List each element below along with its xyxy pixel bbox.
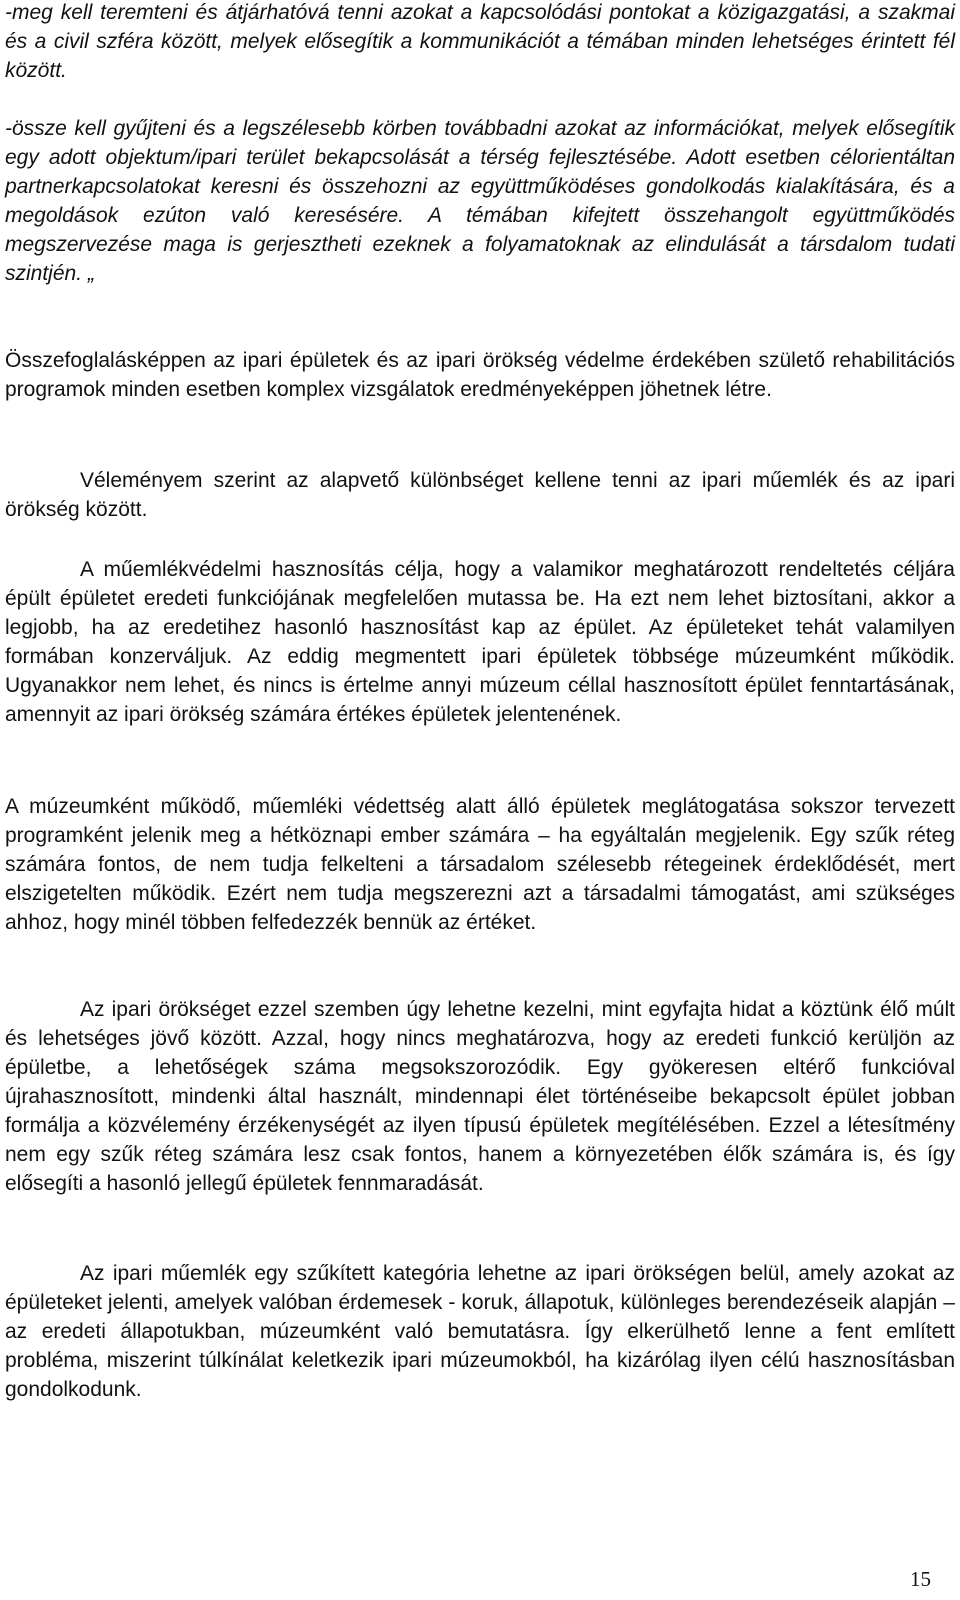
page-number: 15 (910, 1567, 931, 1591)
industrial-monument-paragraph: Az ipari műemlék egy szűkített kategória lehetne az ipari örökségen belül, amely azokat az épületeket jelenti, amelyek valóban érdemesek - koruk, állapotuk, különleges berendezéseik alapján – az eredeti állapotukban, múzeumként való bemutatásra. Így elkerülhető lenne a fent említett probléma, miszerint túlkínálat keletkezik ipari múzeumokból, ha kizárólag ilyen célú hasznosításban gondolkodunk. (5, 1262, 955, 1401)
industrial-heritage-paragraph: Az ipari örökséget ezzel szemben úgy lehetne kezelni, mint egyfajta hidat a köztünk élő múlt és lehetséges jövő között. Azzal, hogy nincs meghatározva, hogy az eredeti funkció kerüljön az épületbe, a lehetőségek száma megsokszorozódik. Egy gyökeresen eltérő funkcióval újrahasznosított, mindenki által használt, mindennapi élet történéseibe bekapcsolt épület jobban formálja a közvélemény érzékenységét az ilyen típusú épületek megítélésében. Ezzel a létesítmény nem egy szűk réteg számára lesz csak fontos, hanem a környezetében élők számára is, és így elősegíti a hasonló jellegű épületek fennmaradását. (5, 998, 955, 1195)
museum-visit-paragraph: A múzeumként működő, műemléki védettség alatt álló épületek meglátogatása sokszor tervezett programként jelenik meg a hétköznapi ember számára – ha egyáltalán megjelenik. Egy szűk réteg számára fontos, de nem tudja felkelteni a társadalom szélesebb rétegeinek érdeklődését, mert elszigetelten működik. Ezért nem tudja megszerezni azt a társadalmi támogatást, ami szükséges ahhoz, hogy minél többen felfedezzék bennük az értéket. (5, 795, 955, 934)
monument-purpose-paragraph: A műemlékvédelmi hasznosítás célja, hogy a valamikor meghatározott rendeltetés céljára épült épületet eredeti funkciójának megfelelően mutassa be. Ha ezt nem lehet biztosítani, akkor a legjobb, ha az eredetihez hasonló hasznosítást kap az épület. Az épületeket tehát valamilyen formában konzerváljuk. Az eddig megmentett ipari épületek többsége múzeumként működik. Ugyanakkor nem lehet, és nincs is értelme annyi múzeum céllal hasznosított épület fenntartásának, amennyit az ipari örökség számára értékes épületek jelentenének. (5, 558, 955, 726)
italic-paragraph-2: -össze kell gyűjteni és a legszélesebb körben továbbadni azokat az információkat, melyek elősegítik egy adott objektum/ipari terület bekapcsolását a térség fejlesztésébe. Adott esetben célorientáltan partnerkapcsolatokat keresni és összehozni az együttműködéses gondolkodás kialakítására, és a megoldások ezúton való keresésére. A témában kifejtett összehangolt együttműködés megszervezése maga is gerjesztheti ezeknek a folyamatoknak az elindulását a társdalom tudati szintjén. „ (5, 117, 955, 285)
italic-paragraph-1: -meg kell teremteni és átjárhatóvá tenni azokat a kapcsolódási pontokat a közigazgatási, a szakmai és a civil szféra között, melyek elősegítik a kommunikációt a témában minden lehetséges érintett fél között. (5, 1, 955, 82)
summary-paragraph: Összefoglalásképpen az ipari épületek és az ipari örökség védelme érdekében születő rehabilitációs programok minden esetben komplex vizsgálatok eredményeképpen jöhetnek létre. (5, 349, 955, 401)
opinion-paragraph: Véleményem szerint az alapvető különbséget kellene tenni az ipari műemlék és az ipari örökség között. (5, 469, 955, 521)
